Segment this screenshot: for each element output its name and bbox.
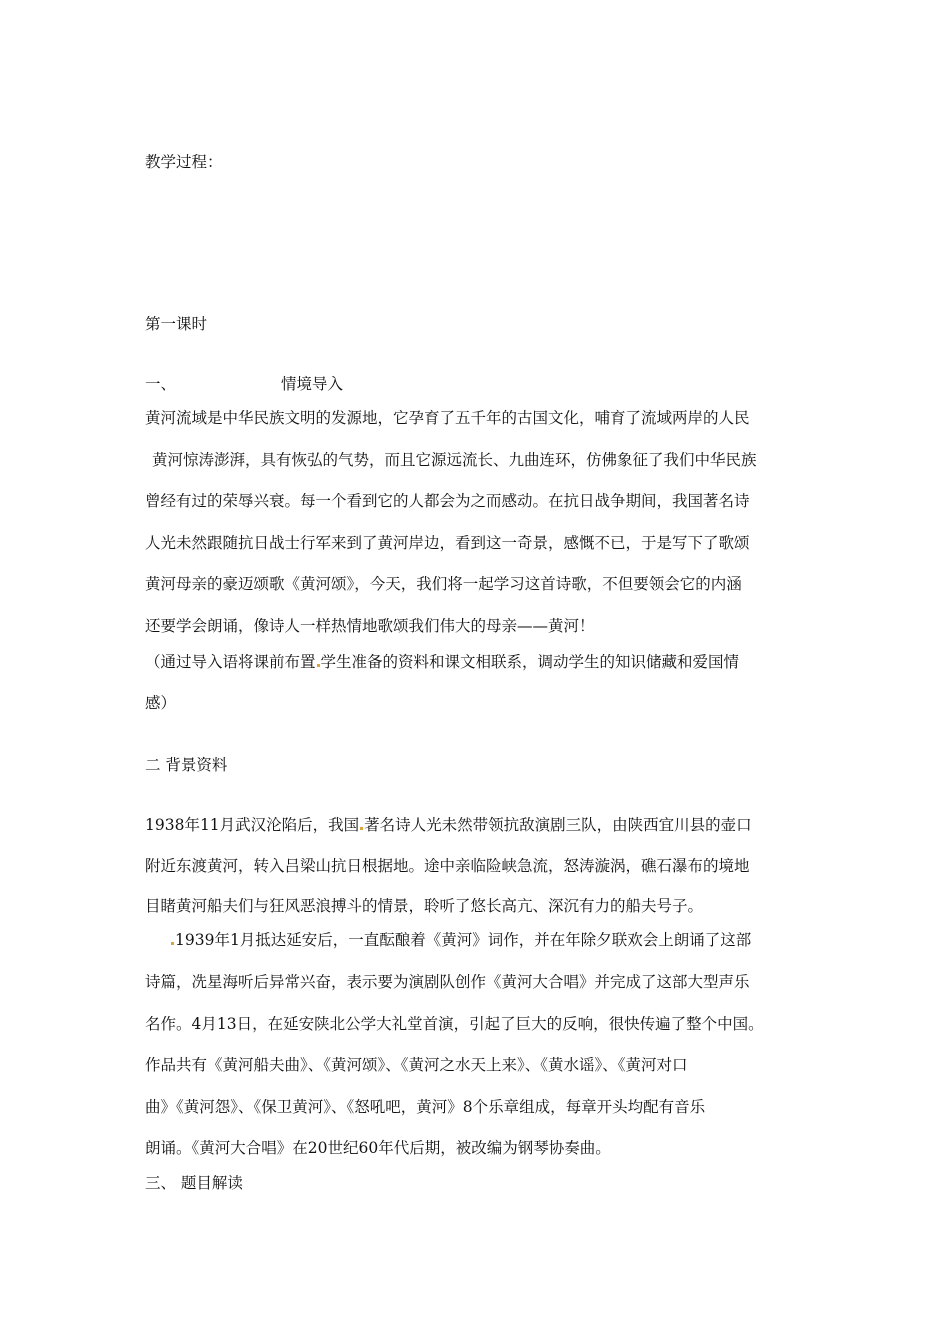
section-2-line: 目睹黄河船夫们与狂风恶浪搏斗的情景，聆听了悠长高亢、深沉有力的船夫号子。: [145, 897, 704, 915]
section-2-heading: 二 背景资料: [145, 756, 228, 774]
section-1-note-end: 感）: [145, 694, 177, 712]
mark-dot: [360, 827, 363, 830]
section-3-heading: 三、 题目解读: [145, 1174, 243, 1192]
lesson-title: 第一课时: [145, 315, 208, 333]
section-1-line: 还要学会朗诵，像诗人一样热情地歌颂我们伟大的母亲——黄河！: [145, 617, 595, 635]
mark-dot: [317, 664, 320, 667]
section-1-line: 人光未然跟随抗日战士行军来到了黄河岸边，看到这一奇景，感慨不已，于是写下了歌颂: [145, 534, 750, 552]
section-2-line: 诗篇，冼星海听后异常兴奋，表示要为演剧队创作《黄河大合唱》并完成了这部大型声乐: [145, 973, 750, 991]
section-1-line: 黄河惊涛澎湃，具有恢弘的气势，而且它源远流长、九曲连环，仿佛象征了我们中华民族: [152, 451, 757, 469]
section-1-line: 黄河母亲的豪迈颂歌《黄河颂》，今天，我们将一起学习这首诗歌，不但要领会它的内涵: [145, 575, 742, 593]
section-2-line: 作品共有《黄河船夫曲》、《黄河颂》、《黄河之水天上来》、《黄水谣》、《黄河对口: [145, 1056, 688, 1074]
section-1-line: 黄河流域是中华民族文明的发源地，它孕育了五千年的古国文化，哺育了流域两岸的人民: [145, 409, 750, 427]
section-1-note: （通过导入语将课前布置 学生准备的资料和课文相联系，调动学生的知识储藏和爱国情: [145, 653, 740, 671]
mark-dot: [171, 942, 174, 945]
heading: 教学过程：: [145, 153, 223, 171]
section-1-line: 曾经有过的荣辱兴衰。每一个看到它的人都会为之而感动。在抗日战争期间，我国著名诗: [145, 492, 750, 510]
section-1-number: 一、: [145, 375, 177, 393]
section-2-line: 朗诵。《黄河大合唱》在20世纪60年代后期，被改编为钢琴协奏曲。: [145, 1139, 611, 1157]
section-1-title: 情境导入: [281, 375, 344, 393]
section-1-heading: [145, 374, 343, 394]
section-2-paragraph-start: 1939年1月抵达延安后，一直酝酿着《黄河》词作，并在年除夕联欢会上朗诵了这部: [170, 930, 751, 950]
section-2-line: 曲》《黄河怨》、《保卫黄河》、《怒吼吧，黄河》8个乐章组成，每章开头均配有音乐: [145, 1098, 706, 1116]
section-2-line: 1938年11月武汉沦陷后，我国 著名诗人光未然带领抗敌演剧三队，由陕西宜川县的壶口: [145, 816, 752, 834]
section-2-line: 名作。4月13日，在延安陕北公学大礼堂首演，引起了巨大的反响，很快传遍了整个中国。: [145, 1015, 764, 1033]
section-2-line: 附近东渡黄河，转入吕梁山抗日根据地。途中亲临险峡急流，怒涛漩涡，礁石瀑布的境地: [145, 857, 750, 875]
